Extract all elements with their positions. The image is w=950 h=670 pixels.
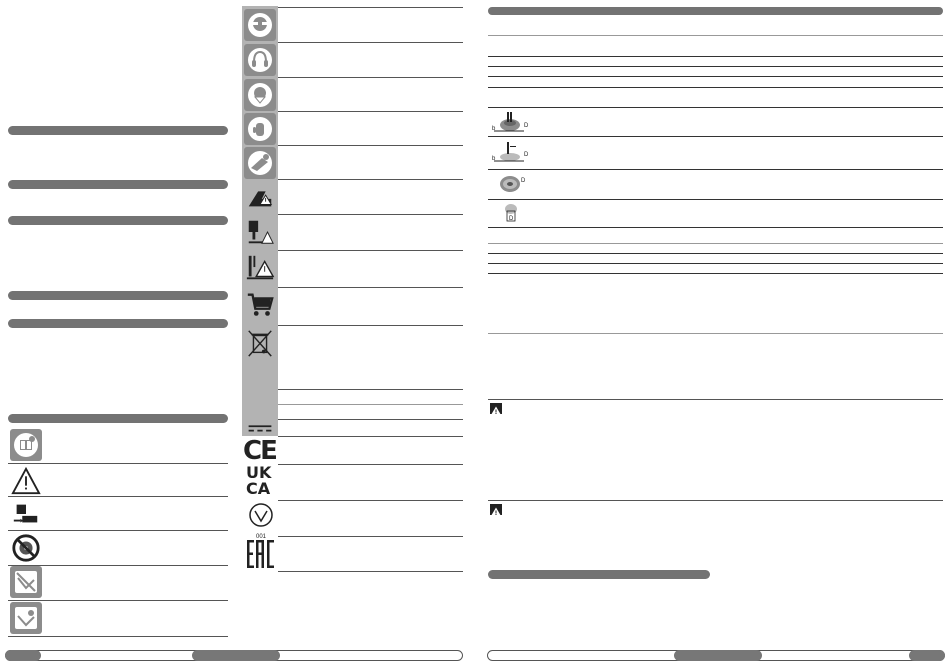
row-divider — [278, 145, 463, 146]
disc-flat-icon — [490, 140, 532, 165]
ukca-mark-ca: CA — [246, 479, 271, 498]
section-heading-bar — [8, 319, 228, 328]
section-rule — [488, 500, 943, 501]
row-divider — [8, 600, 228, 601]
safety-goggles-icon — [244, 9, 276, 41]
svg-text:D: D — [524, 152, 529, 158]
weee-bin-icon — [242, 327, 278, 359]
table-rule — [488, 107, 943, 108]
dc-current-icon — [242, 418, 278, 438]
row-divider — [278, 7, 463, 8]
row-divider — [8, 496, 228, 497]
footer-center-tab — [192, 650, 280, 661]
table-rule — [488, 35, 943, 36]
footer-left — [5, 650, 463, 661]
footer-right — [487, 650, 945, 661]
row-divider — [278, 436, 463, 437]
grinding-only-icon — [10, 602, 42, 634]
row-divider — [278, 287, 463, 288]
table-rule — [488, 56, 943, 57]
ear-protection-icon — [244, 44, 276, 76]
row-divider — [278, 179, 463, 180]
read-manual-icon — [10, 429, 42, 461]
ce-mark-text: CE — [243, 436, 276, 466]
row-divider — [278, 464, 463, 465]
ce-mark-icon — [243, 437, 279, 465]
row-divider — [278, 325, 463, 326]
table-rule — [488, 243, 943, 244]
no-damaged-disc-icon — [8, 532, 44, 564]
row-divider — [278, 500, 463, 501]
ukrainian-mark-code: 001 — [255, 534, 266, 540]
section-heading-bar — [8, 216, 228, 225]
table-rule — [488, 76, 943, 77]
row-divider — [278, 404, 463, 405]
svg-text:D: D — [521, 178, 526, 184]
warning-triangle-icon — [8, 465, 44, 497]
dust-mask-icon — [244, 79, 276, 111]
footer-center-tab — [674, 650, 762, 661]
svg-text:D: D — [524, 123, 529, 129]
row-divider — [8, 530, 228, 531]
svg-text:b: b — [492, 126, 496, 132]
svg-text:b: b — [492, 156, 496, 162]
warning-small-icon — [490, 403, 502, 414]
section-heading-bar — [8, 180, 228, 189]
unplug-battery-icon — [8, 498, 44, 530]
table-rule — [488, 253, 943, 254]
ukca-mark-uk: UK — [246, 463, 272, 482]
hand-warning-icon — [242, 181, 278, 213]
table-rule — [488, 66, 943, 67]
ukrainian-mark-icon — [246, 502, 276, 540]
section-rule — [488, 399, 943, 400]
ukca-mark-icon — [246, 465, 280, 499]
wire-brush-disc-icon — [490, 171, 532, 196]
row-divider — [278, 42, 463, 43]
table-rule — [488, 169, 943, 170]
svg-text:D: D — [509, 216, 514, 222]
depth-warning-icon — [242, 252, 278, 284]
row-divider — [278, 389, 463, 390]
section-heading-bar — [8, 126, 228, 135]
row-divider — [278, 250, 463, 251]
no-cutting-disc-icon — [10, 566, 42, 598]
row-divider — [278, 536, 463, 537]
row-divider — [278, 571, 463, 572]
protective-gloves-grip-icon — [244, 147, 276, 179]
disc-depressed-centre-icon — [490, 110, 532, 135]
table-rule — [488, 136, 943, 137]
section-heading-bar — [8, 291, 228, 300]
accessory-cart-icon — [242, 289, 278, 321]
section-heading-bar — [488, 570, 710, 579]
protective-gloves-icon — [244, 113, 276, 145]
table-header-bar — [488, 7, 943, 15]
row-divider — [278, 77, 463, 78]
page-number-tab-left — [5, 650, 41, 661]
row-divider — [278, 419, 463, 420]
section-rule — [488, 333, 943, 334]
table-rule — [488, 273, 943, 274]
row-divider — [278, 111, 463, 112]
wire-cup-brush-icon — [490, 201, 532, 226]
eac-mark-icon — [246, 538, 276, 570]
section-heading-bar — [8, 414, 228, 423]
table-rule — [488, 227, 943, 228]
table-rule — [488, 199, 943, 200]
row-divider — [278, 214, 463, 215]
table-rule — [488, 263, 943, 264]
kickback-warning-icon — [242, 216, 278, 248]
row-divider — [8, 463, 228, 464]
page-number-tab-right — [909, 650, 945, 661]
warning-small-icon — [490, 504, 502, 515]
table-rule — [488, 87, 943, 88]
row-divider — [8, 636, 228, 637]
